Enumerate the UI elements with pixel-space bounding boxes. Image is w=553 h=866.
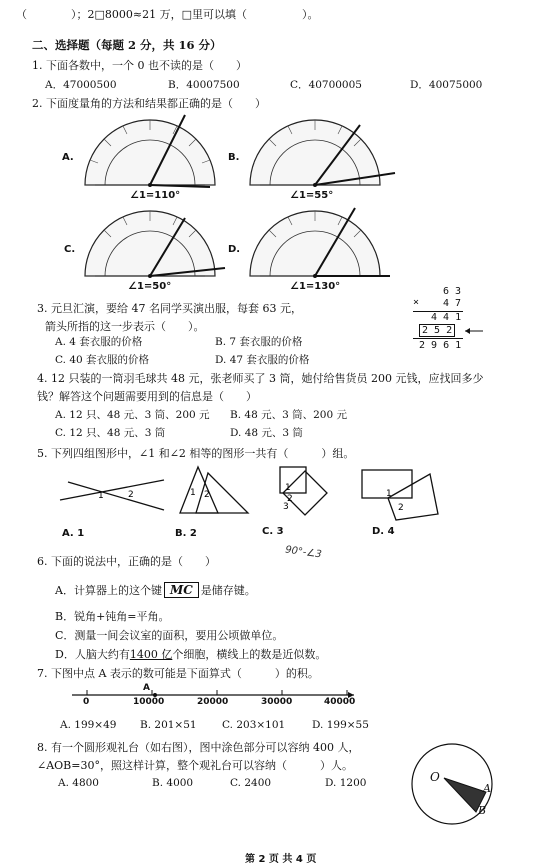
q8-label-a: A [483, 782, 491, 795]
q4-option-b[interactable]: B. 48 元、3 筒、200 元 [230, 409, 347, 421]
q6-stem: 6. 下面的说法中，正确的是（ ） [37, 555, 216, 568]
q6-option-d-post: 个细胞，横线上的数是近似数。 [172, 648, 327, 661]
q8-label-b: B [478, 804, 487, 817]
q2-panel-c-result: ∠1=50° [128, 281, 172, 292]
q1-option-b[interactable]: B．40007500 [168, 79, 240, 91]
q5-figure-b [178, 465, 250, 515]
q6-option-d-pre: D．人脑大约有 [55, 648, 130, 661]
q6-option-d-underlined: 1400 亿 [129, 648, 173, 661]
q7-stem: 7. 下图中点 A 表示的数可能是下面算式（ ）的积。 [37, 667, 319, 680]
svg-text:2: 2 [287, 494, 293, 504]
q5-figure-c [275, 463, 335, 523]
q8-stem-line1: 8. 有一个圆形观礼台（如右图），图中涂色部分可以容纳 400 人， [37, 741, 360, 754]
q8-option-d[interactable]: D. 1200 [325, 777, 367, 789]
q1-option-d[interactable]: D．40075000 [410, 79, 483, 91]
q4-stem-line1: 4. 12 只装的一筒羽毛球共 48 元，张老师买了 3 筒，她付给售货员 200 元钱，应找回多少 [37, 372, 484, 385]
q2-panel-b-result: ∠1=55° [290, 190, 334, 201]
q8-option-b[interactable]: B. 4000 [152, 777, 194, 789]
svg-text:1: 1 [285, 483, 291, 493]
q7-tick-40000: 40000 [324, 697, 356, 707]
calc-row-441: 4 4 1 [431, 312, 462, 323]
q8-option-a[interactable]: A. 4800 [58, 777, 99, 789]
q7-tick-0: 0 [83, 697, 90, 707]
page-footer: 第 2 页 共 4 页 [245, 854, 317, 865]
q5-figure-a [60, 478, 165, 513]
q1-option-c[interactable]: C．40700005 [290, 79, 362, 91]
q6-option-c[interactable]: C．测量一间会议室的面积，要用公顷做单位。 [55, 629, 284, 642]
q7-tick-30000: 30000 [261, 697, 293, 707]
q7-tick-20000: 20000 [197, 697, 229, 707]
q7-point-a-label: A [143, 683, 150, 693]
svg-text:1: 1 [98, 491, 104, 501]
q5-option-b[interactable]: B. 2 [175, 528, 197, 539]
q8-option-c[interactable]: C. 2400 [230, 777, 272, 789]
svg-text:2: 2 [204, 490, 210, 500]
q2-panel-c-letter: C. [64, 244, 76, 255]
q2-panel-d-letter: D. [228, 244, 241, 255]
svg-text:1: 1 [190, 488, 196, 498]
q7-option-b[interactable]: B. 201×51 [140, 719, 197, 731]
q4-option-a[interactable]: A. 12 只、48 元、3 筒、200 元 [55, 409, 210, 421]
q4-option-d[interactable]: D. 48 元、3 筒 [230, 427, 303, 439]
calc-arrow [461, 326, 483, 336]
q6-option-a[interactable] [55, 582, 256, 598]
q2-protractor-b [245, 115, 385, 195]
q5-option-d[interactable]: D. 4 [372, 526, 395, 537]
q3-option-a[interactable]: A. 4 套衣服的价格 [55, 336, 143, 348]
q7-option-c[interactable]: C. 203×101 [222, 719, 286, 731]
q2-protractor-a [80, 115, 220, 195]
q2-panel-d-result: ∠1=130° [290, 281, 341, 292]
q6-option-b[interactable]: B．锐角+钝角=平角。 [55, 610, 170, 623]
q7-option-a[interactable]: A. 199×49 [60, 719, 117, 731]
calc-row-2961: 2 9 6 1 [419, 340, 462, 351]
svg-text:1: 1 [386, 489, 392, 499]
q5-stem: 5. 下列四组图形中，∠1 和∠2 相等的图形一共有（ ）组。 [37, 447, 355, 460]
q3-option-d[interactable]: D. 47 套衣服的价格 [215, 354, 310, 366]
q5-option-c[interactable]: C. 3 [262, 526, 284, 537]
q5-figure-d [360, 468, 440, 523]
q2-panel-a-letter: A. [62, 152, 74, 163]
mc-key-icon: MC [164, 582, 199, 598]
previous-question-tail: （ ）；2□8000≈21 万，□里可以填（ ）。 [16, 8, 319, 21]
q1-stem: 1. 下面各数中，一个 0 也不读的是（ ） [32, 59, 247, 72]
q7-option-d[interactable]: D. 199×55 [312, 719, 369, 731]
q6-option-a-pre: A．计算器上的这个键 [55, 584, 162, 597]
q2-protractor-d [245, 208, 385, 288]
q3-stem-line1: 3. 元旦汇演，要给 47 名同学买演出服，每套 63 元， [37, 302, 302, 315]
q2-stem: 2. 下面度量角的方法和结果都正确的是（ ） [32, 97, 266, 110]
q8-label-o: O [430, 770, 440, 784]
q6-option-d[interactable] [55, 646, 326, 662]
q3-option-b[interactable]: B. 7 套衣服的价格 [215, 336, 303, 348]
calc-times-sign: × [413, 297, 420, 308]
q3-option-c[interactable]: C. 40 套衣服的价格 [55, 354, 150, 366]
calc-row-63: 6 3 [443, 286, 462, 297]
q5-option-a[interactable]: A. 1 [62, 528, 85, 539]
calc-row-47: 4 7 [443, 298, 462, 309]
q1-option-a[interactable]: A．47000500 [45, 79, 117, 91]
q2-panel-b-letter: B. [228, 152, 240, 163]
q8-stem-line2: ∠AOB=30°，照这样计算，整个观礼台可以容纳（ ）人。 [37, 759, 353, 772]
calc-row-252-boxed: 2 5 2 [419, 324, 455, 337]
q5-handwritten-note: 90°-∠3 [284, 544, 323, 561]
svg-text:3: 3 [283, 502, 289, 512]
q2-protractor-c [80, 208, 220, 288]
q3-stem-line2: 箭头所指的这一步表示（ ）。 [45, 320, 205, 333]
svg-text:2: 2 [398, 503, 404, 513]
q7-tick-10000: 10000 [133, 697, 165, 707]
svg-text:2: 2 [128, 490, 134, 500]
section-title: 二、选择题（每题 2 分，共 16 分） [32, 38, 222, 52]
q4-stem-line2: 钱？解答这个问题需要用到的信息是（ ） [37, 390, 257, 403]
q6-option-a-post: 是储存键。 [200, 584, 256, 597]
q3-vertical-calculation [405, 286, 480, 356]
q4-option-c[interactable]: C. 12 只、48 元、3 筒 [55, 427, 166, 439]
q2-panel-a-result: ∠1=110° [130, 190, 181, 201]
